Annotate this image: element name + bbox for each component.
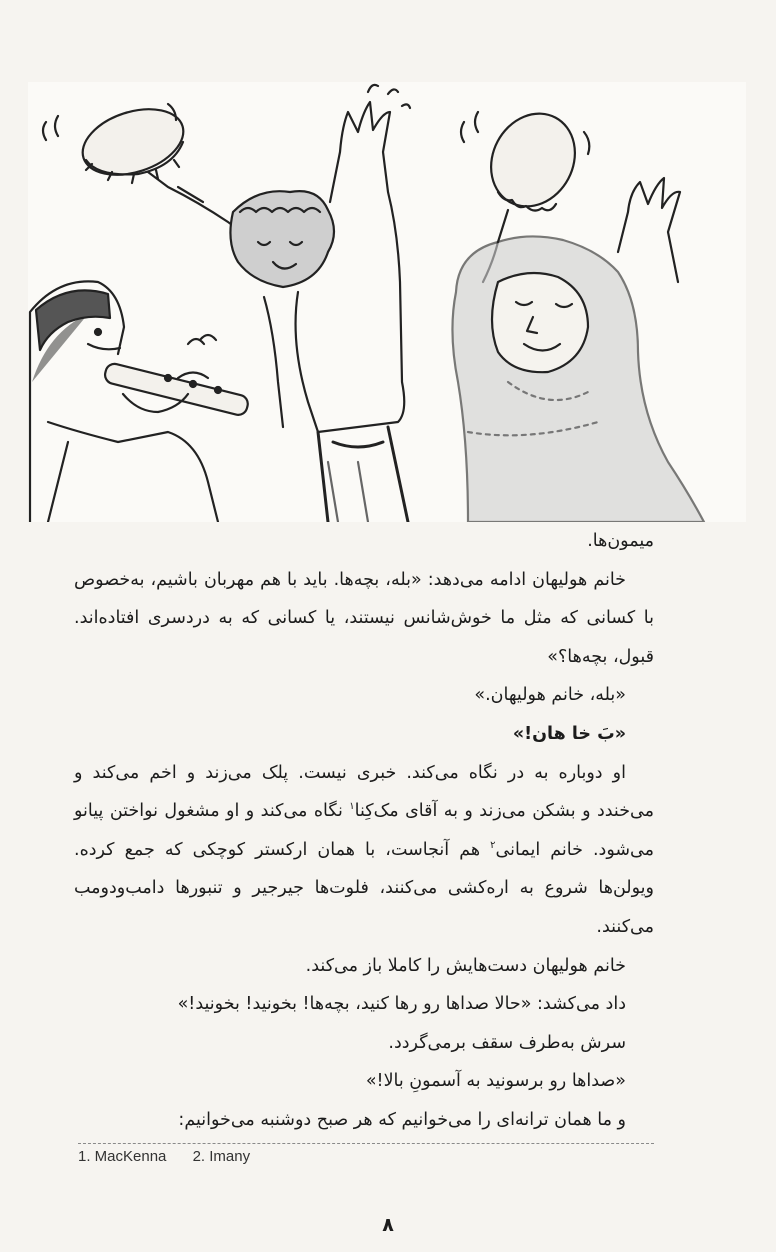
footnote-ref-1: ۱ [349, 801, 355, 813]
paragraph-6: خانم هولیهان دست‌هایش را کاملا باز می‌کند. [305, 955, 626, 976]
paragraph-9: «صداها رو برسونید به آسمونِ بالا!» [365, 1071, 626, 1092]
paragraph-2: خانم هولیهان ادامه می‌دهد: «بله، بچه‌ها. باید با هم مهربان باشیم، به‌خصوص با کسانی که مثل ما خوش‌شانس نیستند، یا کسانی که به دردسری افتاده‌اند. قبول، بچه‌ها؟» [74, 569, 654, 667]
paragraph-5 [74, 754, 654, 947]
paragraph-8: سرش به‌طرف سقف برمی‌گردد. [388, 1032, 626, 1053]
paragraph-4: «بَ خا هان!» [512, 723, 626, 744]
illustration [28, 82, 746, 522]
illustration-drawing [28, 82, 746, 522]
paragraph-3: «بله، خانم هولیهان.» [474, 685, 626, 706]
paragraph-10: و ما همان ترانه‌ای را می‌خوانیم که هر صبح دوشنبه می‌خوانیم: [178, 1109, 626, 1130]
paragraph-1: میمون‌ها. [587, 531, 654, 551]
paragraph-5-part-2: نگاه می‌کند و او مشغول نواختن پیانو می‌شود. خانم ایمانی [74, 801, 655, 860]
paragraph-5-part-3: هم آنجاست، با همان ارکستر کوچکی که جمع کرده. ویولن‌ها شروع به اره‌کشی می‌کنند، فلوت‌ها جیرجیر و تنبورها دامب‌ودومب می‌کنند. [74, 839, 654, 937]
girl-with-flute-icon [30, 281, 250, 522]
footnote-ref-2: ۲ [490, 839, 496, 851]
footnote-1: 1. MacKenna [78, 1148, 167, 1165]
footnote-2: 2. Imany [192, 1148, 251, 1165]
paragraph-7: داد می‌کشد: «حالا صداها رو رها کنید، بچه‌ها! بخونید! بخونید!» [177, 994, 626, 1015]
footnotes [78, 1148, 250, 1165]
hooded-girl-with-tambourine-icon [452, 99, 704, 522]
footnote-divider [78, 1143, 654, 1144]
paragraph-5-part-1: او دوباره به در نگاه می‌کند. خبری نیست. پلک می‌زند و اخم می‌کند و می‌خندد و بشکن می‌زند و به آقای مک‌کِنا [74, 762, 654, 822]
page-number: ۸ [382, 1214, 394, 1236]
body-text [74, 522, 654, 1140]
